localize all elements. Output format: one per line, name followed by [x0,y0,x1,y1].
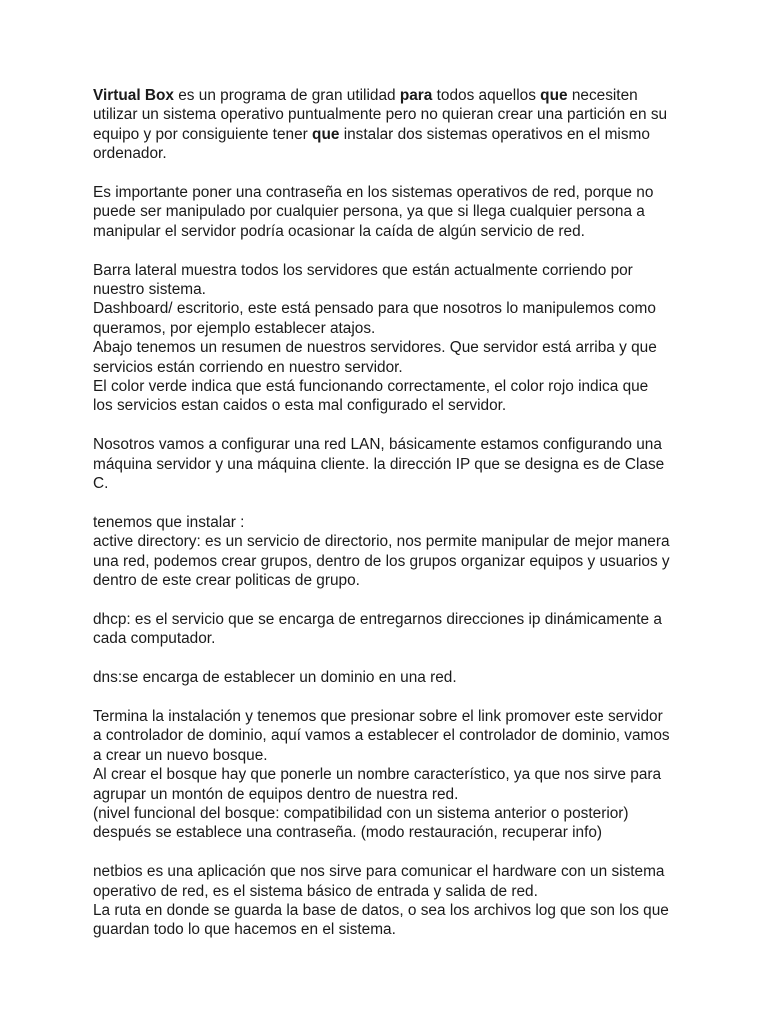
text-line: active directory: es un servicio de directorio, nos permite manipular de mejor manera [93,533,670,551]
text-line: máquina servidor y una máquina cliente. la dirección IP que se designa es de Clase [93,455,665,473]
text-line: dns:se encarga de establecer un dominio en una red. [93,669,457,687]
text-line: La ruta en donde se guarda la base de datos, o sea los archivos log que son los que [93,901,669,919]
text-run: todos aquellos [432,87,541,104]
text-run: es un programa de gran utilidad [173,87,400,104]
text-line: una red, podemos crear grupos, dentro de los grupos organizar equipos y usuarios y [93,552,670,570]
text-run: instalar dos sistemas operativos en el mismo [339,125,650,143]
text-line: después se establece una contraseña. (modo restauración, recuperar info) [93,824,603,842]
text-line: dhcp: es el servicio que se encarga de entregarnos direcciones ip dinámicamente a [93,610,662,628]
text-line: El color verde indica que está funcionando correctamente, el color rojo indica que [93,378,649,396]
text-line: Nosotros vamos a configurar una red LAN, básicamente estamos configurando una [93,436,662,454]
text-line: Termina la instalación y tenemos que presionar sobre el link promover este servidor [93,707,663,725]
text-run: equipo y por consiguiente tener [93,125,313,143]
paragraph-dashboard [93,261,683,416]
text-line: agrupar un montón de equipos dentro de nuestra red. [93,785,459,803]
text-line: (nivel funcional del bosque: compatibilidad con un sistema anterior o posterior) [93,804,629,822]
text-line: dentro de este crear politicas de grupo. [93,572,360,590]
text-line: queramos, por ejemplo establecer atajos. [93,319,376,337]
text-line: C. [93,475,109,493]
text-line: ordenador. [93,145,167,163]
paragraph-domain-controller [93,707,683,843]
text-line: Al crear el bosque hay que ponerle un nombre característico, ya que nos sirve para [93,766,662,784]
text-line: operativo de red, es el sistema básico de entrada y salida de red. [93,882,538,900]
text-line: netbios es una aplicación que nos sirve para comunicar el hardware con un sistema [93,863,665,881]
text-line: puede ser manipulado por cualquier persona, ya que si llega cualquier persona a [93,203,645,221]
text-line: a crear un nuevo bosque. [93,746,268,764]
paragraph-dns [93,668,683,687]
paragraph-dhcp [93,610,683,649]
paragraph-netbios [93,862,683,940]
text-line [93,125,683,144]
document-page [93,86,683,940]
text-line: a controlador de dominio, aquí vamos a establecer el controlador de dominio, vamos [93,727,670,745]
text-line: utilizar un sistema operativo puntualmente pero no quieran crear una partición en su [93,106,668,124]
bold-term-que: que [540,87,568,104]
text-line: los servicios estan caidos o esta mal configurado el servidor. [93,397,507,415]
text-line: servicios están corriendo en nuestro servidor. [93,358,403,376]
text-line [93,86,683,105]
paragraph-virtualbox [93,86,683,164]
text-line: Abajo tenemos un resumen de nuestros servidores. Que servidor está arriba y que [93,339,657,357]
bold-term-que: que [312,125,340,143]
text-line: nuestro sistema. [93,281,206,299]
bold-term-virtual-box: Virtual Box [93,87,174,104]
text-run: necesiten [567,87,638,104]
text-line: Dashboard/ escritorio, este está pensado para que nosotros lo manipulemos como [93,300,656,318]
text-line: Barra lateral muestra todos los servidores que están actualmente corriendo por [93,261,633,279]
paragraph-password [93,183,683,241]
text-line: tenemos que instalar : [93,513,245,531]
bold-term-para: para [399,87,433,104]
text-line: guardan todo lo que hacemos en el sistema. [93,921,396,939]
text-line: manipular el servidor podría ocasionar la caída de algún servicio de red. [93,222,585,240]
text-line: Es importante poner una contraseña en los sistemas operativos de red, porque no [93,184,654,202]
paragraph-lan [93,435,683,493]
text-line: cada computador. [93,630,216,648]
paragraph-active-directory [93,513,683,591]
